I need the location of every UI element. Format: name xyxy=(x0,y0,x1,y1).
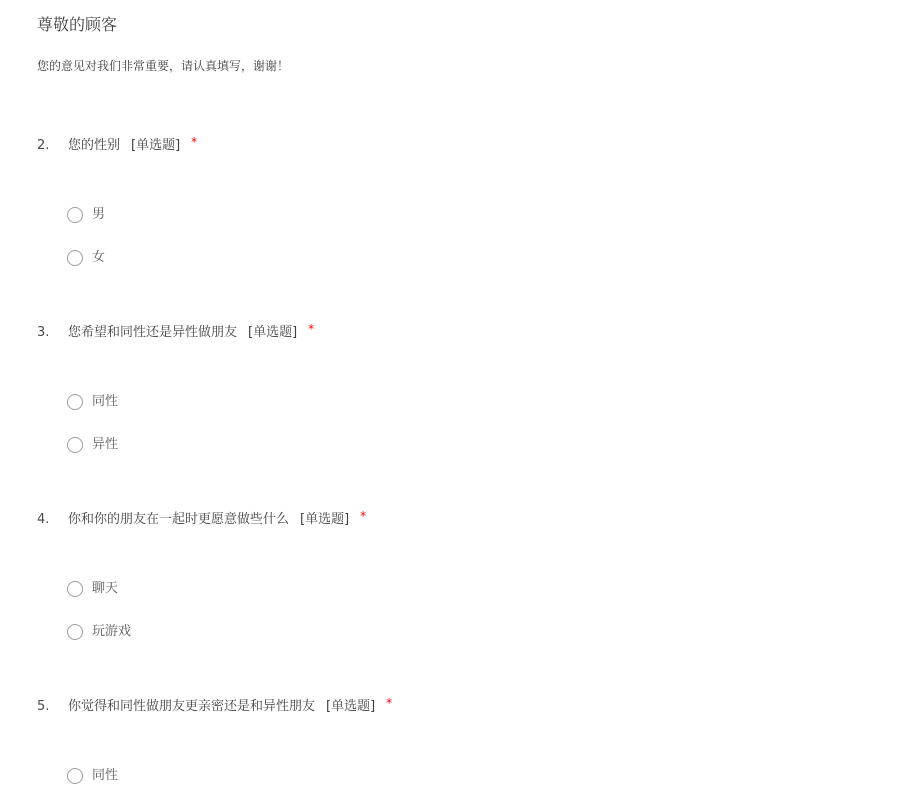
option-label: 聊天 xyxy=(92,581,119,596)
radio-button-icon[interactable] xyxy=(67,250,83,266)
question-block xyxy=(37,696,880,784)
question-list xyxy=(37,135,880,784)
required-asterisk-icon: * xyxy=(191,135,198,149)
question-number: 2. xyxy=(37,138,50,153)
required-asterisk-icon: * xyxy=(386,696,393,710)
question-block xyxy=(37,135,880,266)
question-text: 你觉得和同性做朋友更亲密还是和异性朋友 xyxy=(68,699,316,714)
option-label: 异性 xyxy=(92,437,119,452)
required-asterisk-icon: * xyxy=(360,509,367,523)
radio-button-icon[interactable] xyxy=(67,581,83,597)
option-list xyxy=(67,581,880,640)
question-title xyxy=(37,696,880,714)
question-block xyxy=(37,509,880,640)
radio-option[interactable] xyxy=(67,250,880,266)
question-number: 5. xyxy=(37,699,50,714)
question-text: 你和你的朋友在一起时更愿意做些什么 xyxy=(68,512,290,527)
option-label: 同性 xyxy=(92,394,119,409)
radio-button-icon[interactable] xyxy=(67,437,83,453)
radio-option[interactable] xyxy=(67,768,880,784)
radio-option[interactable] xyxy=(67,624,880,640)
option-list xyxy=(67,207,880,266)
radio-button-icon[interactable] xyxy=(67,394,83,410)
question-text: 您的性别 xyxy=(68,138,121,153)
option-label: 男 xyxy=(92,207,106,222)
question-number: 4. xyxy=(37,512,50,527)
question-type-tag: [单选题] xyxy=(248,325,298,340)
question-number: 3. xyxy=(37,325,50,340)
radio-option[interactable] xyxy=(67,581,880,597)
option-label: 同性 xyxy=(92,768,119,783)
radio-button-icon[interactable] xyxy=(67,207,83,223)
radio-option[interactable] xyxy=(67,394,880,410)
radio-button-icon[interactable] xyxy=(67,624,83,640)
option-label: 女 xyxy=(92,250,106,265)
question-title xyxy=(37,322,880,340)
question-type-tag: [单选题] xyxy=(326,699,376,714)
required-asterisk-icon: * xyxy=(308,322,315,336)
option-list xyxy=(67,768,880,784)
radio-option[interactable] xyxy=(67,207,880,223)
question-title xyxy=(37,509,880,527)
radio-button-icon[interactable] xyxy=(67,768,83,784)
question-title xyxy=(37,135,880,153)
option-label: 玩游戏 xyxy=(92,624,132,639)
survey-title: 尊敬的顾客 xyxy=(37,15,118,34)
radio-option[interactable] xyxy=(67,437,880,453)
question-type-tag: [单选题] xyxy=(300,512,350,527)
question-text: 您希望和同性还是异性做朋友 xyxy=(68,325,238,340)
option-list xyxy=(67,394,880,453)
question-block xyxy=(37,322,880,453)
question-type-tag: [单选题] xyxy=(131,138,181,153)
survey-greeting: 您的意见对我们非常重要，请认真填写，谢谢！ xyxy=(37,59,290,73)
